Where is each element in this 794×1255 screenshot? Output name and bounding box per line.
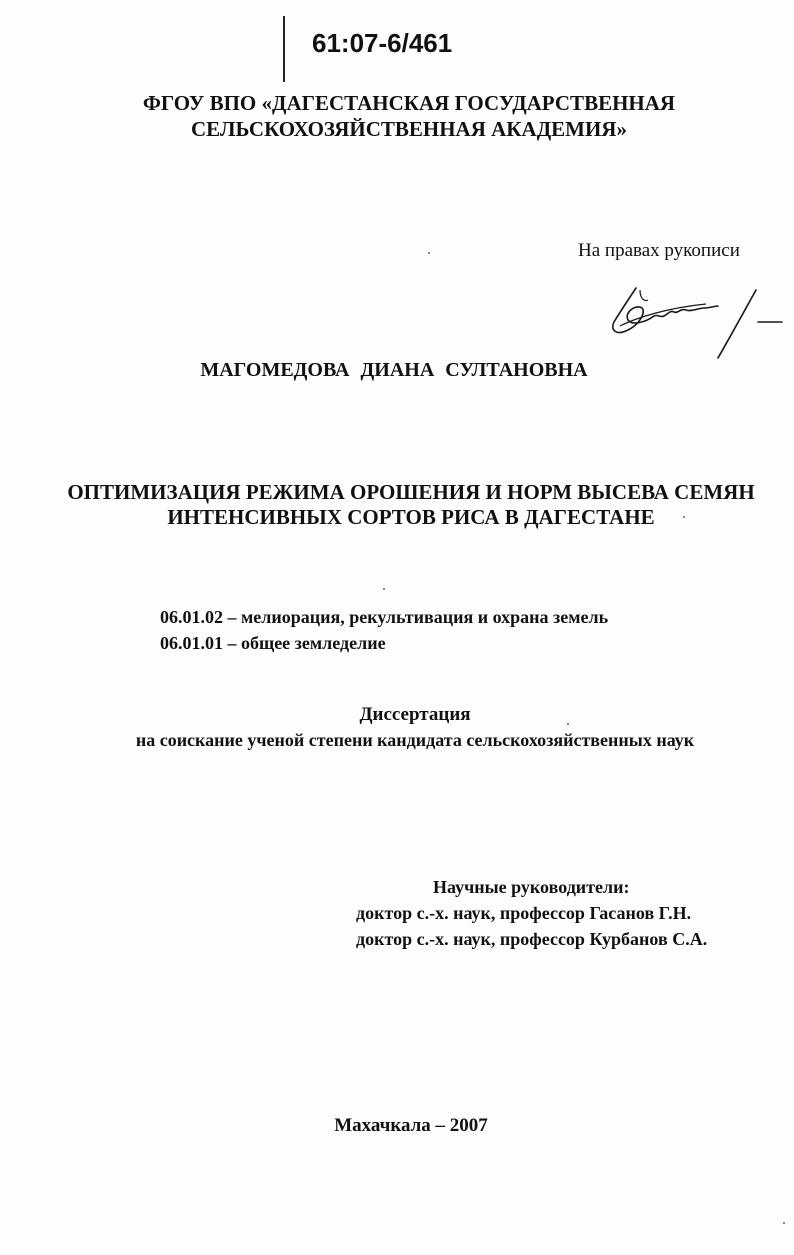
manuscript-rights-note: На правах рукописи xyxy=(578,240,740,261)
title-line-2: ИНТЕНСИВНЫХ СОРТОВ РИСА В ДАГЕСТАНЕ xyxy=(167,505,655,529)
scan-speck xyxy=(783,1222,785,1224)
supervisor-name: доктор с.-х. наук, профессор Гасанов Г.Н. xyxy=(356,903,692,923)
catalog-divider-line xyxy=(283,16,285,82)
signature-icon xyxy=(606,278,786,370)
catalog-code: 61:07-6/461 xyxy=(312,28,453,58)
specialty-item: 06.01.02 – мелиорация, рекультивация и охрана земель xyxy=(160,607,609,627)
author-name: МАГОМЕДОВА ДИАНА СУЛТАНОВНА xyxy=(200,359,588,381)
specialty-item: 06.01.01 – общее земледелие xyxy=(160,633,386,653)
city-year: Махачкала – 2007 xyxy=(334,1115,488,1136)
scan-speck xyxy=(683,516,685,518)
scan-speck xyxy=(383,588,385,590)
specialty-codes xyxy=(160,604,608,656)
institution-line-2: СЕЛЬСКОХОЗЯЙСТВЕННАЯ АКАДЕМИЯ» xyxy=(191,117,627,141)
dissertation-heading: Диссертация xyxy=(359,704,471,725)
scan-speck xyxy=(567,723,569,725)
title-line-1: ОПТИМИЗАЦИЯ РЕЖИМА ОРОШЕНИЯ И НОРМ ВЫСЕВА СЕМЯН xyxy=(67,480,755,504)
institution-line-1: ФГОУ ВПО «ДАГЕСТАНСКАЯ ГОСУДАРСТВЕННАЯ xyxy=(142,91,676,115)
supervisors-heading: Научные руководители: xyxy=(433,877,630,897)
degree-subtitle: на соискание ученой степени кандидата сельскохозяйственных наук xyxy=(135,730,695,750)
scientific-supervisors xyxy=(356,874,707,952)
scan-speck xyxy=(428,252,430,254)
dissertation-title xyxy=(14,480,794,530)
institution-name xyxy=(12,90,794,142)
supervisor-name: доктор с.-х. наук, профессор Курбанов С.А. xyxy=(356,929,708,949)
